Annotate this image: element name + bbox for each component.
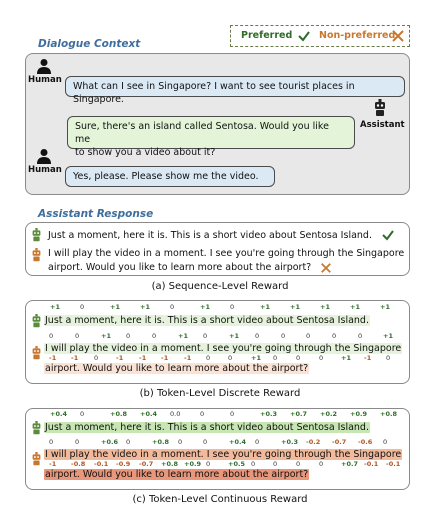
non-preferred-response-seq-line-1: I will play the video in a moment. I see you're going through the Singapore <box>48 248 405 259</box>
token-score: +1 <box>178 332 188 340</box>
token-score: 0 <box>203 332 208 340</box>
token-score: 0 <box>75 332 80 340</box>
continuous-preferred-line <box>44 421 370 434</box>
token-score: -1 <box>161 354 169 362</box>
token-score: 0 <box>281 332 286 340</box>
human-icon <box>36 148 52 164</box>
caption-token-discrete: (b) Token-Level Discrete Reward <box>139 388 301 399</box>
token-score: -0.7 <box>139 460 154 468</box>
token-score: +1 <box>320 303 330 311</box>
human-message-2 <box>65 166 275 187</box>
discrete-non-preferred-line-2 <box>44 362 309 375</box>
human-message-2-text: Yes, please. Please show me the video. <box>73 171 259 182</box>
token-score: 0 <box>251 460 256 468</box>
token-score: +0.8 <box>380 410 397 418</box>
token-score: +1 <box>50 303 60 311</box>
token-score: -0.7 <box>332 438 347 446</box>
token-score: +0.9 <box>184 460 201 468</box>
token-score: -1 <box>49 460 57 468</box>
token-score: 0 <box>296 460 301 468</box>
token-score: +1 <box>383 332 393 340</box>
token-score: +1 <box>251 354 261 362</box>
token-score: +0.8 <box>161 460 178 468</box>
dialogue-context-title: Dialogue Context <box>38 38 141 50</box>
token-score: 0 <box>296 354 301 362</box>
cross-icon <box>320 262 332 274</box>
non-preferred-response-seq-line-2: airport. Would you like to learn more about the airport? <box>48 262 312 273</box>
token-score: +1 <box>110 303 120 311</box>
token-score: -0.9 <box>116 460 131 468</box>
discrete-non-preferred-text-1: I will play the video in a moment. I see you're going through the Singapore <box>45 343 402 354</box>
human-message-1-text: What can I see in Singapore? I want to see tourist places in Singapore. <box>73 81 355 105</box>
token-score: -1 <box>71 354 79 362</box>
token-score: +0.3 <box>281 438 298 446</box>
token-score: 0 <box>126 332 131 340</box>
token-score: -1 <box>49 354 57 362</box>
discrete-preferred-text: Just a moment, here it is. This is a short video about Sentosa Island. <box>45 315 369 326</box>
token-score: 0 <box>255 438 260 446</box>
token-score: 0 <box>383 438 388 446</box>
token-score: +1 <box>290 303 300 311</box>
token-score: +1 <box>101 332 111 340</box>
check-icon <box>297 29 311 43</box>
token-score: 0 <box>203 438 208 446</box>
token-score: -0.1 <box>386 460 401 468</box>
discrete-non-preferred-text-2: airport. Would you like to learn more about the airport? <box>45 363 309 374</box>
token-score: 0 <box>386 354 391 362</box>
token-score: -0.2 <box>306 438 321 446</box>
token-score: +1 <box>200 303 210 311</box>
token-score: -0.6 <box>358 438 373 446</box>
token-score: 0 <box>319 460 324 468</box>
token-score: 0 <box>152 332 157 340</box>
discrete-preferred-line <box>44 314 370 327</box>
token-score: 0.0 <box>170 410 181 418</box>
token-score: -0.1 <box>364 460 379 468</box>
token-score: 0 <box>358 332 363 340</box>
token-score: 0 <box>178 438 183 446</box>
token-score: +0.8 <box>110 410 127 418</box>
token-score: -1 <box>184 354 192 362</box>
speaker-assistant: Assistant <box>360 120 405 130</box>
assistant-message-line-1: Sure, there's an island called Sentosa. Would you like me <box>75 121 329 145</box>
token-score: 0 <box>75 438 80 446</box>
token-score: 0 <box>230 410 235 418</box>
token-score: 0 <box>273 354 278 362</box>
caption-token-continuous: (c) Token-Level Continuous Reward <box>132 494 308 505</box>
token-score: 0 <box>80 303 85 311</box>
robot-icon <box>373 99 387 117</box>
token-score: 0 <box>332 332 337 340</box>
token-score: +0.6 <box>101 438 118 446</box>
legend-non-preferred-label: Non-preferred <box>319 30 396 41</box>
token-score: +0.4 <box>140 410 157 418</box>
token-score: 0 <box>206 354 211 362</box>
continuous-non-preferred-text-2: airport. Would you like to learn more about the airport? <box>45 469 309 480</box>
token-score: +0.5 <box>228 460 245 468</box>
robot-icon-preferred <box>31 228 42 242</box>
assistant-response-title: Assistant Response <box>38 208 154 220</box>
check-icon <box>381 228 395 242</box>
cross-icon <box>391 29 405 43</box>
token-score: 0 <box>126 438 131 446</box>
caption-sequence-level: (a) Sequence-Level Reward <box>151 281 289 292</box>
token-score: +1 <box>260 303 270 311</box>
token-score: 0 <box>80 410 85 418</box>
token-score: 0 <box>319 354 324 362</box>
token-score: -0.8 <box>71 460 86 468</box>
assistant-message-line-2: to show you a video about it? <box>75 147 216 158</box>
token-score: 0 <box>273 460 278 468</box>
continuous-non-preferred-line-2 <box>44 468 309 481</box>
token-score: +0.4 <box>229 438 246 446</box>
continuous-preferred-text: Just a moment, here it is. This is a short video about Sentosa Island. <box>45 422 369 433</box>
token-score: +0.3 <box>260 410 277 418</box>
token-score: +1 <box>140 303 150 311</box>
token-score: 0 <box>200 410 205 418</box>
assistant-message <box>67 116 355 158</box>
token-score: -0.1 <box>94 460 109 468</box>
legend <box>230 25 410 47</box>
token-score: +0.2 <box>320 410 337 418</box>
preferred-response-seq: Just a moment, here it is. This is a short video about Sentosa Island. <box>48 230 372 241</box>
continuous-non-preferred-text-1: I will play the video in a moment. I see you're going through the Singapore <box>45 449 402 460</box>
legend-preferred-label: Preferred <box>241 30 293 41</box>
robot-icon-preferred <box>31 421 42 435</box>
token-score: +1 <box>229 332 239 340</box>
token-score: +0.8 <box>152 438 169 446</box>
token-score: 0 <box>230 303 235 311</box>
token-score: 0 <box>206 460 211 468</box>
token-score: 0 <box>170 303 175 311</box>
token-score: +0.7 <box>341 460 358 468</box>
token-score: +0.7 <box>290 410 307 418</box>
token-score: 0 <box>306 332 311 340</box>
token-score: +1 <box>341 354 351 362</box>
human-message-1 <box>65 76 405 105</box>
robot-icon-preferred <box>31 314 42 328</box>
speaker-human-1: Human <box>28 75 62 85</box>
token-score: +1 <box>350 303 360 311</box>
discrete-non-preferred-scores-1 <box>44 332 404 342</box>
human-icon <box>36 58 52 74</box>
token-score: +0.9 <box>350 410 367 418</box>
token-score: +0.4 <box>50 410 67 418</box>
robot-icon-non-preferred <box>31 346 42 360</box>
token-score: 0 <box>228 354 233 362</box>
token-score: 0 <box>49 332 54 340</box>
token-score: -1 <box>139 354 147 362</box>
continuous-non-preferred-scores-1 <box>44 438 404 448</box>
token-score: 0 <box>94 354 99 362</box>
token-score: +1 <box>380 303 390 311</box>
token-score: -1 <box>364 354 372 362</box>
token-score: 0 <box>255 332 260 340</box>
token-score: -1 <box>116 354 124 362</box>
speaker-human-2: Human <box>28 165 62 175</box>
robot-icon-non-preferred <box>31 248 42 262</box>
robot-icon-non-preferred <box>31 452 42 466</box>
token-score: 0 <box>49 438 54 446</box>
